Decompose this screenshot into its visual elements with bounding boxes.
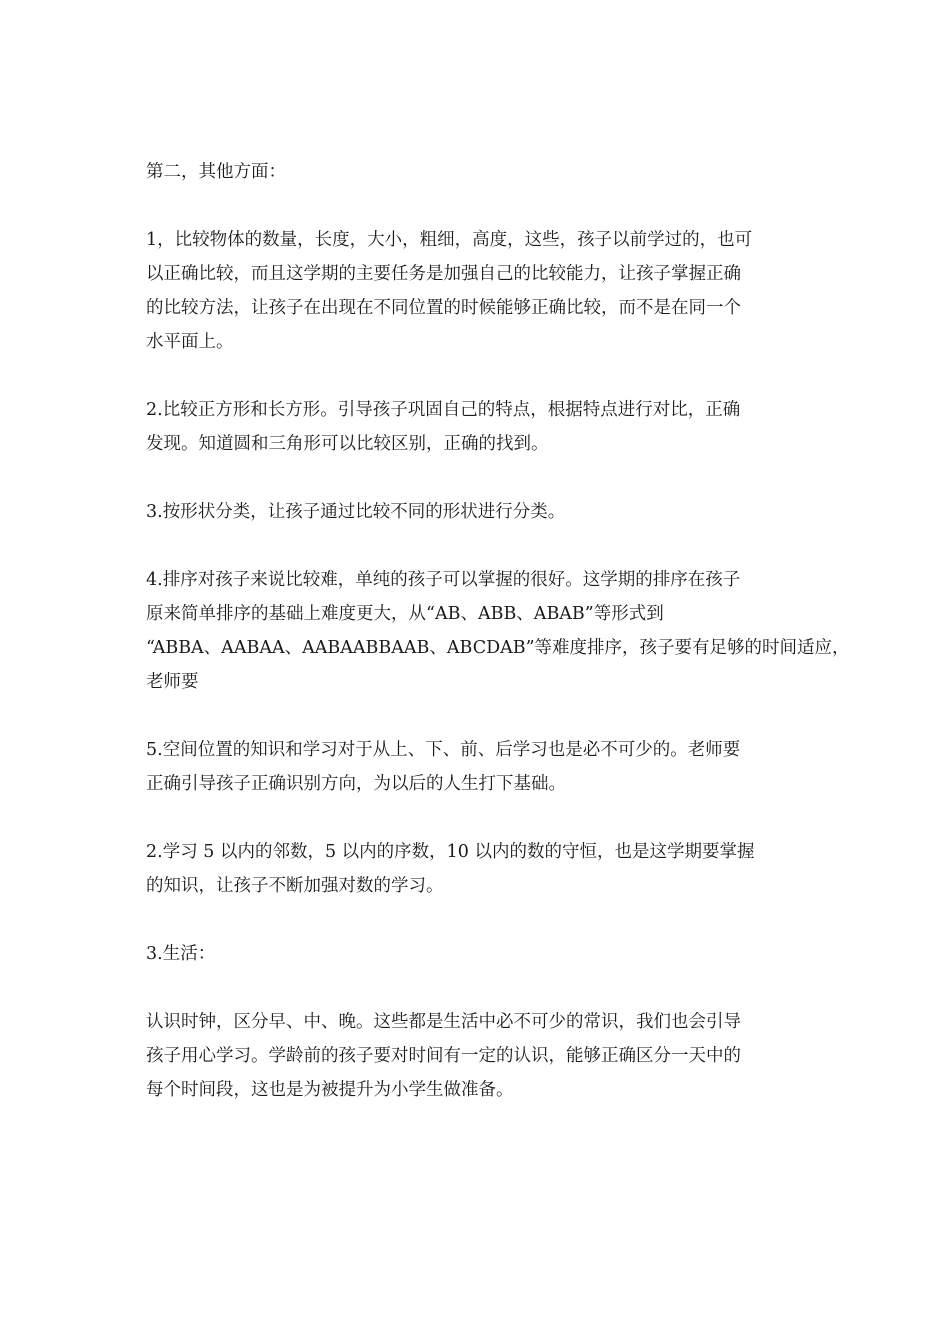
text-line: 1，比较物体的数量，长度，大小，粗细，高度，这些，孩子以前学过的，也可 (146, 230, 753, 250)
paragraph-item-1-compare-objects (146, 223, 846, 359)
paragraph-item-3-classify (146, 495, 846, 529)
text-line: 的知识，让孩子不断加强对数的学习。 (146, 876, 444, 896)
text-line: 5.空间位置的知识和学习对于从上、下、前、后学习也是必不可少的。老师要 (146, 740, 741, 760)
text-line: 每个时间段，这也是为被提升为小学生做准备。 (146, 1080, 514, 1100)
text-line: 第二，其他方面： (146, 162, 286, 182)
text-line: 4.排序对孩子来说比较难，单纯的孩子可以掌握的很好。这学期的排序在孩子 (146, 570, 741, 590)
paragraph-item-5-spatial-position (146, 733, 846, 801)
text-line: 的比较方法，让孩子在出现在不同位置的时候能够正确比较，而不是在同一个 (146, 298, 741, 318)
text-line: 原来简单排序的基础上难度更大，从“AB、ABB、ABAB”等形式到 (146, 604, 664, 624)
text-line: 发现。知道圆和三角形可以比较区别，正确的找到。 (146, 434, 549, 454)
heading-other-aspects (146, 155, 846, 189)
text-line: 正确引导孩子正确识别方向，为以后的人生打下基础。 (146, 774, 566, 794)
paragraph-item-2-shapes (146, 393, 846, 461)
text-line: 2.学习 5 以内的邻数，5 以内的序数，10 以内的数的守恒，也是这学期要掌握 (146, 842, 755, 862)
paragraph-item-4-sorting (146, 563, 850, 699)
text-line: 孩子用心学习。学龄前的孩子要对时间有一定的认识，能够正确区分一天中的 (146, 1046, 741, 1066)
paragraph-numbers-within-ten (146, 835, 846, 903)
text-line: 2.比较正方形和长方形。引导孩子巩固自己的特点，根据特点进行对比，正确 (146, 400, 741, 420)
paragraph-telling-time (146, 1005, 846, 1107)
text-line: 3.按形状分类，让孩子通过比较不同的形状进行分类。 (146, 502, 566, 522)
text-line: “ABBA、AABAA、AABAABBAAB、ABCDAB”等难度排序，孩子要有足够的时间适应， (146, 638, 850, 658)
text-line: 3.生活： (146, 944, 216, 964)
heading-life (146, 937, 846, 971)
text-line: 以正确比较，而且这学期的主要任务是加强自己的比较能力，让孩子掌握正确 (146, 264, 741, 284)
text-line: 老师要 (146, 672, 199, 692)
text-line: 水平面上。 (146, 332, 234, 352)
document-body (146, 155, 850, 1141)
text-line: 认识时钟，区分早、中、晚。这些都是生活中必不可少的常识，我们也会引导 (146, 1012, 741, 1032)
